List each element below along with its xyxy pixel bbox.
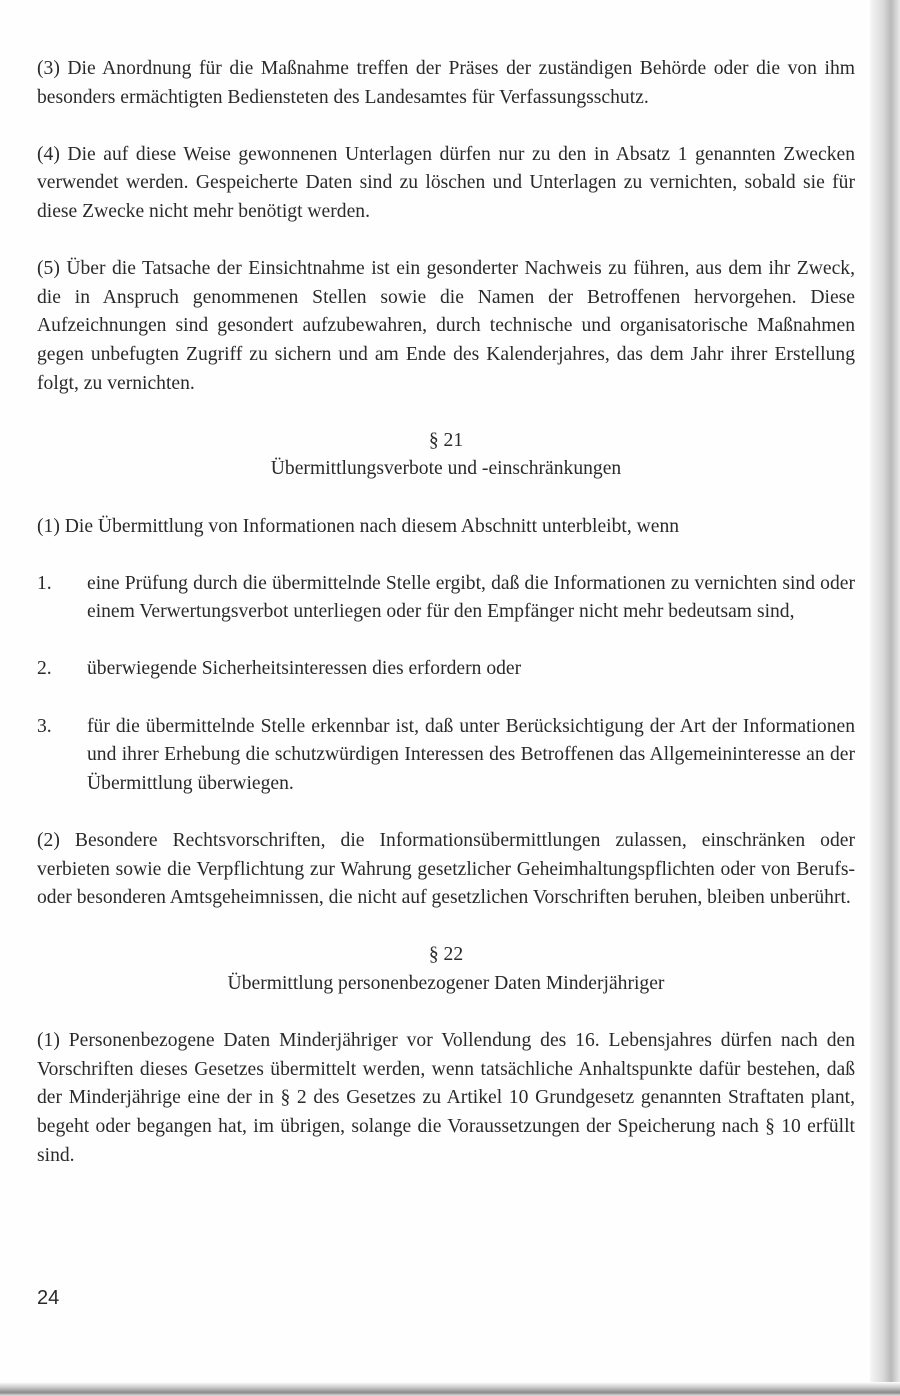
list-item-number: 1. xyxy=(37,572,52,594)
section-22-number: § 22 xyxy=(428,944,464,966)
list-item xyxy=(37,713,855,799)
list-item-number: 2. xyxy=(37,658,52,680)
paragraph-5: (5) Über die Tatsache der Einsichtnahme ist ein gesonderter Nachweis zu führen, aus dem ihr Zweck, die in Anspruch genommenen Stellen sowie die Namen der Betroffenen hervorgehen. Diese Aufzeichnungen sind gesondert aufzubewahren, durch technische und organisatorische Maßnahmen gegen unbefugten Zugriff zu sichern und am Ende des Kalenderjahres, das dem Jahr ihrer Erstellung folgt, zu vernichten. xyxy=(37,258,855,394)
list-item xyxy=(37,655,855,684)
section-21-paragraph-2: (2) Besondere Rechtsvorschriften, die Informationsübermittlungen zulassen, einschränken oder verbieten sowie die Verpflichtung zur Wahrung gesetzlicher Geheimhaltungspflichten oder von Berufs- oder besonderen Amtsgeheimnissen, die nicht auf gesetzlichen Vorschriften beruhen, bleiben unberührt. xyxy=(37,830,855,909)
section-22-heading xyxy=(37,941,855,998)
paragraph-4: (4) Die auf diese Weise gewonnenen Unterlagen dürfen nur zu den in Absatz 1 genannten Zwecken verwendet werden. Gespeicherte Daten sind zu löschen und Unterlagen zu vernichten, sobald sie für diese Zwecke nicht mehr benötigt werden. xyxy=(37,143,855,222)
section-22-title: Übermittlung personenbezogener Daten Minderjähriger xyxy=(227,973,665,994)
list-item xyxy=(37,570,855,627)
section-21-number: § 21 xyxy=(428,429,464,451)
list-item-text: eine Prüfung durch die übermittelnde Stelle ergibt, daß die Informationen zu vernichten sind oder einem Verwertungsverbot unterliegen oder für den Empfänger nicht mehr bedeutsam sind, xyxy=(87,572,855,623)
list-item-text: überwiegende Sicherheitsinteressen dies erfordern oder xyxy=(87,658,522,680)
paragraph-3: (3) Die Anordnung für die Maßnahme treffen der Präses der zuständigen Behörde oder die von ihm besonders ermächtigten Bediensteten des Landesamtes für Verfassungsschutz. xyxy=(37,58,855,108)
page-content xyxy=(37,55,855,1199)
section-21-paragraph-1-intro: (1) Die Übermittlung von Informationen nach diesem Abschnitt unterbleibt, wenn xyxy=(37,515,680,537)
section-21-title: Übermittlungsverbote und -einschränkungen xyxy=(270,458,622,480)
list-item-number: 3. xyxy=(37,715,52,737)
section-22-paragraph-1: (1) Personenbezogene Daten Minderjähriger vor Vollendung des 16. Lebensjahres dürfen nach den Vorschriften dieses Gesetzes übermittelt werden, wenn tatsächliche Anhaltspunkte dafür bestehen, daß der Minderjährige eine der in § 2 des Gesetzes zu Artikel 10 Grundgesetz genannten Straftaten plant, begeht oder begangen hat, im übrigen, solange die Voraussetzungen der Speicherung nach § 10 erfüllt sind. xyxy=(37,1030,855,1166)
page-edge-shadow xyxy=(870,0,900,1396)
list-item-text: für die übermittelnde Stelle erkennbar ist, daß unter Berücksichtigung der Art der Informationen und ihrer Erhebung die schutzwürdigen Interessen des Betroffenen das Allgemeininteresse an der Übermittlung überwiegen. xyxy=(87,715,855,794)
page-number: 24 xyxy=(37,1287,60,1309)
bottom-edge-shadow xyxy=(0,1382,900,1396)
section-21-heading xyxy=(37,427,855,484)
